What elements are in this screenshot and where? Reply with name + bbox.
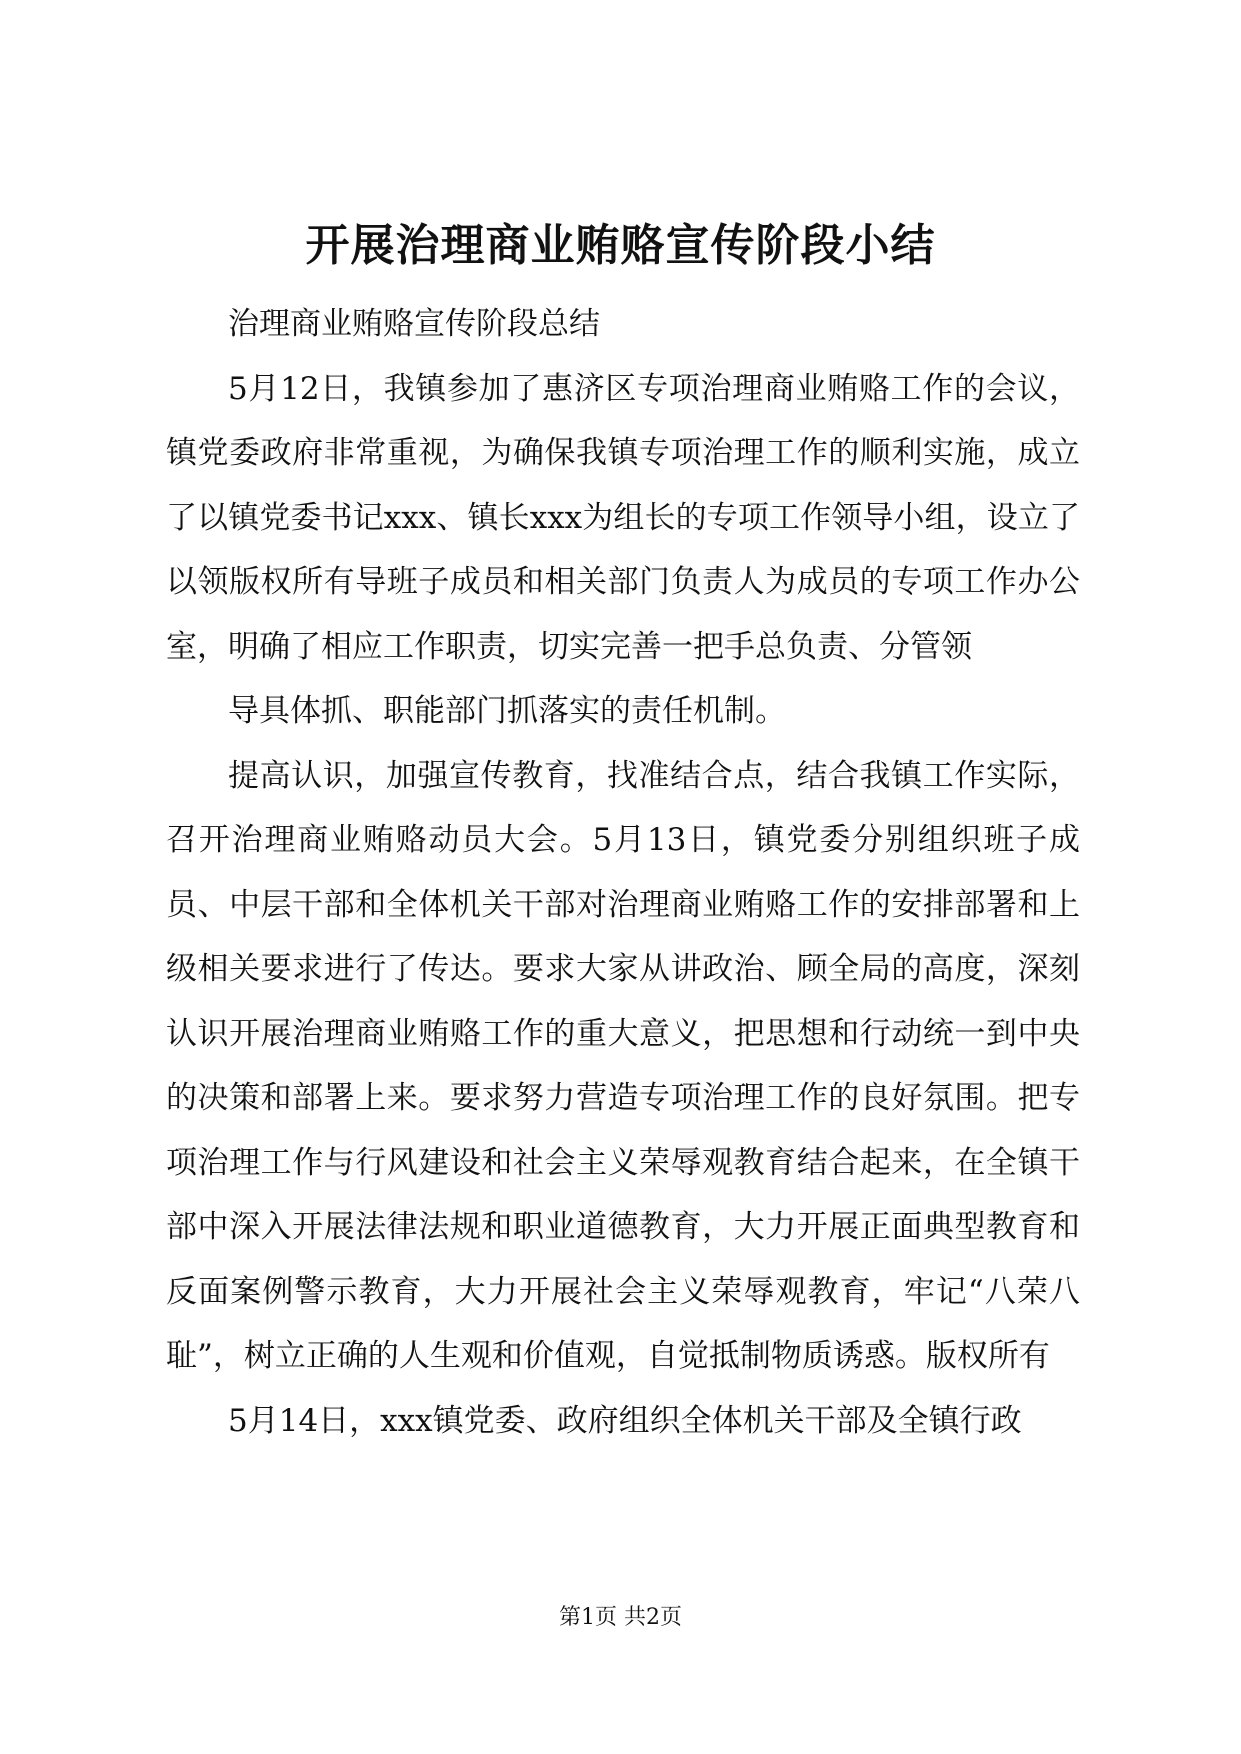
document-title: 开展治理商业贿赂宣传阶段小结 — [305, 220, 936, 271]
body-paragraph: 导具体抓、职能部门抓落实的责任机制。 — [228, 693, 786, 729]
body-paragraph: 5月12日，我镇参加了惠济区专项治理商业贿赂工作的会议，镇党委政府非常重视，为确保我镇专项治理工作的顺利实施，成立了以镇党委书记xxx、镇长xxx为组长的专项工作领导小组，设立了以领版权所有导班子成员和相关部门负责人为成员的专项工作办公室，明确了相应工作职责，切实完善一把手总负责、分管领 — [166, 370, 1080, 665]
document-body — [166, 292, 1080, 1453]
page-footer: 第1页 共2页 — [559, 1605, 682, 1630]
body-paragraph: 5月14日，xxx镇党委、政府组织全体机关干部及全镇行政 — [228, 1402, 1022, 1439]
body-paragraph: 提高认识，加强宣传教育，找准结合点，结合我镇工作实际，召开治理商业贿赂动员大会。5月13日，镇党委分别组织班子成员、中层干部和全体机关干部对治理商业贿赂工作的安排部署和上级相关要求进行了传达。要求大家从讲政治、顾全局的高度，深刻认识开展治理商业贿赂工作的重大意义，把思想和行动统一到中央的决策和部署上来。要求努力营造专项治理工作的良好氛围。把专项治理工作与行风建设和社会主义荣辱观教育结合起来，在全镇干部中深入开展法律法规和职业道德教育，大力开展正面典型教育和反面案例警示教育，大力开展社会主义荣辱观教育，牢记“八荣八耻”，树立正确的人生观和价值观，自觉抵制物质诱惑。版权所有 — [166, 757, 1080, 1374]
subtitle-paragraph: 治理商业贿赂宣传阶段总结 — [228, 306, 600, 342]
